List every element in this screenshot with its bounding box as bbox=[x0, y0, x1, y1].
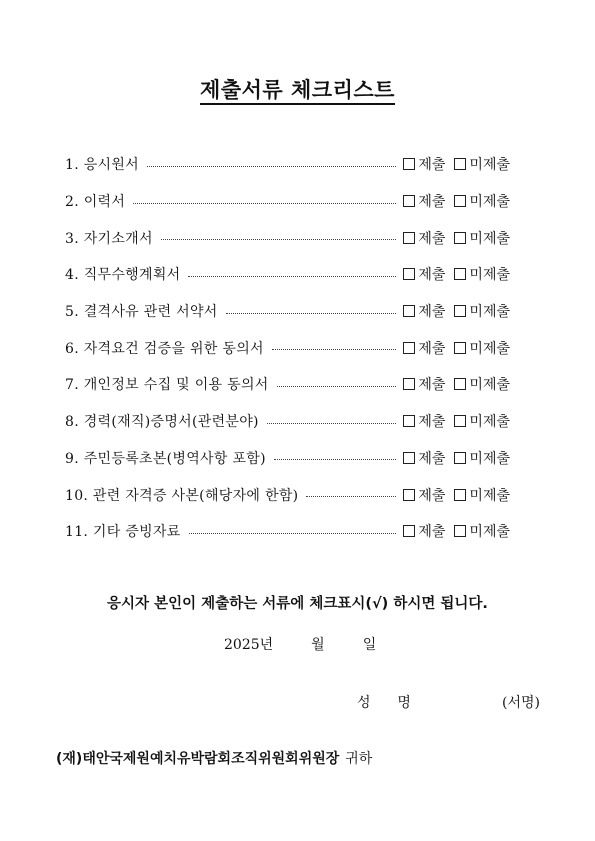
not-submitted-label: 미제출 bbox=[469, 304, 510, 321]
checklist-row bbox=[65, 329, 510, 366]
not-submitted-option[interactable] bbox=[451, 191, 510, 211]
submitted-label: 제출 bbox=[418, 524, 446, 541]
submitted-checkbox[interactable] bbox=[403, 268, 415, 280]
submitted-label: 제출 bbox=[418, 304, 446, 321]
signature-label: 성 명 bbox=[357, 695, 417, 711]
not-submitted-option[interactable] bbox=[451, 521, 510, 541]
submitted-label: 제출 bbox=[418, 230, 446, 247]
dotted-leader bbox=[226, 313, 397, 314]
submitted-option[interactable] bbox=[400, 485, 445, 505]
submitted-label: 제출 bbox=[418, 487, 446, 504]
checklist-item-label: 2. 이력서 bbox=[65, 194, 126, 211]
date-month: 월 bbox=[311, 637, 325, 653]
submitted-option[interactable] bbox=[400, 521, 445, 541]
checklist-row bbox=[65, 513, 510, 550]
document-title bbox=[0, 74, 595, 104]
addressee-line bbox=[56, 748, 372, 768]
not-submitted-option[interactable] bbox=[451, 338, 510, 358]
dotted-leader bbox=[188, 276, 396, 277]
not-submitted-checkbox[interactable] bbox=[454, 232, 466, 244]
checklist-row bbox=[65, 256, 510, 293]
checklist-row bbox=[65, 440, 510, 477]
submitted-option[interactable] bbox=[400, 154, 445, 174]
not-submitted-option[interactable] bbox=[451, 411, 510, 431]
dotted-leader bbox=[267, 423, 397, 424]
submitted-checkbox[interactable] bbox=[403, 305, 415, 317]
submitted-option[interactable] bbox=[400, 301, 445, 321]
not-submitted-label: 미제출 bbox=[469, 487, 510, 504]
not-submitted-label: 미제출 bbox=[469, 414, 510, 431]
submitted-label: 제출 bbox=[418, 340, 446, 357]
submitted-label: 제출 bbox=[418, 377, 446, 394]
submitted-label: 제출 bbox=[418, 157, 446, 174]
not-submitted-option[interactable] bbox=[451, 228, 510, 248]
dotted-leader bbox=[189, 533, 397, 534]
not-submitted-checkbox[interactable] bbox=[454, 415, 466, 427]
checklist-row bbox=[65, 476, 510, 513]
not-submitted-checkbox[interactable] bbox=[454, 342, 466, 354]
submitted-label: 제출 bbox=[418, 414, 446, 431]
not-submitted-label: 미제출 bbox=[469, 524, 510, 541]
notice-text: 응시자 본인이 제출하는 서류에 체크표시(√) 하시면 됩니다. bbox=[107, 596, 488, 612]
not-submitted-option[interactable] bbox=[451, 485, 510, 505]
submitted-option[interactable] bbox=[400, 264, 445, 284]
not-submitted-label: 미제출 bbox=[469, 450, 510, 467]
submitted-checkbox[interactable] bbox=[403, 489, 415, 501]
checklist-item-label: 10. 관련 자격증 사본(해당자에 한함) bbox=[65, 487, 299, 504]
submitted-option[interactable] bbox=[400, 338, 445, 358]
submitted-checkbox[interactable] bbox=[403, 158, 415, 170]
date-year: 2025년 bbox=[224, 637, 274, 653]
checklist-row bbox=[65, 219, 510, 256]
checklist-item-label: 5. 결격사유 관련 서약서 bbox=[65, 304, 218, 321]
submitted-option[interactable] bbox=[400, 448, 445, 468]
submitted-label: 제출 bbox=[418, 194, 446, 211]
checklist-item-label: 9. 주민등록초본(병역사항 포함) bbox=[65, 450, 266, 467]
submitted-option[interactable] bbox=[400, 374, 445, 394]
not-submitted-checkbox[interactable] bbox=[454, 525, 466, 537]
addressee-suffix: 귀하 bbox=[345, 751, 373, 767]
dotted-leader bbox=[306, 496, 396, 497]
checklist-item-label: 6. 자격요건 검증을 위한 동의서 bbox=[65, 340, 264, 357]
submitted-option[interactable] bbox=[400, 228, 445, 248]
submitted-checkbox[interactable] bbox=[403, 452, 415, 464]
checklist-row bbox=[65, 366, 510, 403]
submitted-checkbox[interactable] bbox=[403, 342, 415, 354]
submitted-option[interactable] bbox=[400, 411, 445, 431]
submitted-option[interactable] bbox=[400, 191, 445, 211]
not-submitted-checkbox[interactable] bbox=[454, 378, 466, 390]
not-submitted-label: 미제출 bbox=[469, 267, 510, 284]
addressee-organization: (재)태안국제원예치유박람회조직위원회위원장 bbox=[56, 751, 340, 767]
date-day: 일 bbox=[362, 637, 377, 653]
submitted-checkbox[interactable] bbox=[403, 525, 415, 537]
dotted-leader bbox=[147, 166, 396, 167]
submitted-checkbox[interactable] bbox=[403, 195, 415, 207]
not-submitted-label: 미제출 bbox=[469, 157, 510, 174]
submitted-label: 제출 bbox=[418, 450, 446, 467]
not-submitted-checkbox[interactable] bbox=[454, 268, 466, 280]
checklist bbox=[65, 146, 510, 550]
not-submitted-option[interactable] bbox=[451, 264, 510, 284]
submitted-checkbox[interactable] bbox=[403, 415, 415, 427]
not-submitted-label: 미제출 bbox=[469, 377, 510, 394]
not-submitted-label: 미제출 bbox=[469, 230, 510, 247]
dotted-leader bbox=[277, 386, 397, 387]
not-submitted-option[interactable] bbox=[451, 374, 510, 394]
checklist-row bbox=[65, 293, 510, 330]
submitted-label: 제출 bbox=[418, 267, 446, 284]
document-title-text: 제출서류 체크리스트 bbox=[200, 78, 395, 105]
signature-placeholder[interactable]: (서명) bbox=[502, 695, 540, 711]
checklist-item-label: 4. 직무수행계획서 bbox=[65, 267, 181, 284]
not-submitted-label: 미제출 bbox=[469, 194, 510, 211]
submitted-checkbox[interactable] bbox=[403, 378, 415, 390]
dotted-leader bbox=[161, 239, 397, 240]
not-submitted-checkbox[interactable] bbox=[454, 195, 466, 207]
checklist-row bbox=[65, 183, 510, 220]
not-submitted-checkbox[interactable] bbox=[454, 305, 466, 317]
not-submitted-checkbox[interactable] bbox=[454, 158, 466, 170]
not-submitted-label: 미제출 bbox=[469, 340, 510, 357]
checklist-item-label: 11. 기타 증빙자료 bbox=[65, 524, 181, 541]
dotted-leader bbox=[133, 203, 396, 204]
not-submitted-option[interactable] bbox=[451, 154, 510, 174]
checklist-item-label: 8. 경력(재직)증명서(관련분야) bbox=[65, 414, 259, 431]
signature-line bbox=[357, 692, 540, 712]
dotted-leader bbox=[272, 349, 397, 350]
not-submitted-option[interactable] bbox=[451, 301, 510, 321]
submitted-checkbox[interactable] bbox=[403, 232, 415, 244]
checklist-item-label: 3. 자기소개서 bbox=[65, 230, 153, 247]
not-submitted-checkbox[interactable] bbox=[454, 452, 466, 464]
checklist-item-label: 1. 응시원서 bbox=[65, 157, 140, 174]
checklist-item-label: 7. 개인정보 수집 및 이용 동의서 bbox=[65, 377, 269, 394]
dotted-leader bbox=[274, 459, 396, 460]
checklist-row bbox=[65, 146, 510, 183]
checklist-row bbox=[65, 403, 510, 440]
date-line bbox=[224, 634, 376, 654]
not-submitted-checkbox[interactable] bbox=[454, 489, 466, 501]
not-submitted-option[interactable] bbox=[451, 448, 510, 468]
